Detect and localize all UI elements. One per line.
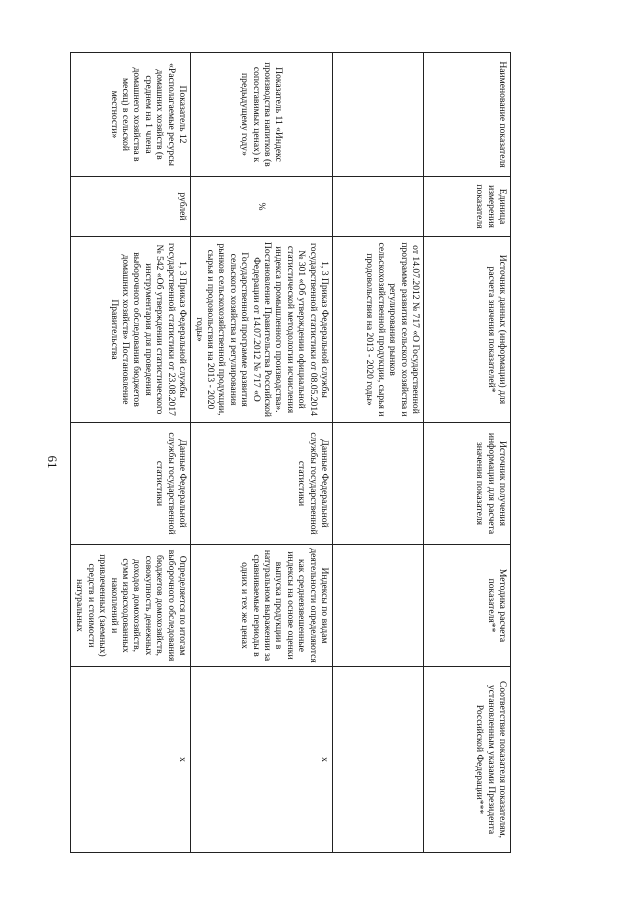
indicator-name-cell: Показатель 11 «Индекс производства напитков (в сопоставимых ценах) к предыдущему году» [191, 53, 333, 177]
header-cell: Источник данных (информации) для расчета значения показателей* [424, 237, 511, 423]
header-cell: Наименование показателя [424, 53, 511, 177]
page-number: 61 [45, 455, 60, 469]
indicators-table [70, 52, 511, 853]
data-source-cell: 1, 3 Приказ Федеральной службы государственной статистики от 23.08.2017 № 542 «Об утверждении статистического инструментария для проведения выборочного обследования бюджетов домашних хозяйств» Постановление Правительства [71, 237, 191, 423]
info-origin-cell: Данные Федеральной службы государственной статистики [71, 423, 191, 545]
indicator-name-cell: Показатель 12 «Располагаемые ресурсы домашних хозяйств (в среднем на 1 члена домашнего хозяйства в месяц) в сельской местности» [71, 53, 191, 177]
header-cell: Методика расчета показателя** [424, 545, 511, 667]
info-origin-cell [333, 423, 424, 545]
decree-match-cell: x [71, 667, 191, 853]
method-cell: Определяется по итогам выборочного обследования бюджетов домохозяйств, совокупность денежных доходов домохозяйств, сумм израсходованных накоплений и привлеченных (заемных) средств и стоимости натуральных [71, 545, 191, 667]
indicator-name-cell [333, 53, 424, 177]
decree-match-cell: x [191, 667, 333, 853]
table-row [333, 53, 424, 853]
rotated-table-container [74, 52, 511, 852]
data-source-cell: от 14.07.2012 № 717 «О Государственной программе развития сельского хозяйства и регулирования рынков сельскохозяйственной продукции, сырья и продовольствия на 2013 - 2020 годы» [333, 237, 424, 423]
unit-cell [333, 177, 424, 237]
header-cell: Источник получения информации для расчета значения показателя [424, 423, 511, 545]
header-cell: Единица измерения показателя [424, 177, 511, 237]
method-cell [333, 545, 424, 667]
header-row [424, 53, 511, 853]
header-cell: Соответствие показателя показателям, установленным указами Президента Российской Федерации*** [424, 667, 511, 853]
table-row [71, 53, 191, 853]
method-cell: Индексы по видам деятельности определяются как средневзвешенные индексы на основе оценки выпуска продукции в натуральном выражении за сравниваемые периоды в одних и тех же ценах [191, 545, 333, 667]
unit-cell: рублей [71, 177, 191, 237]
unit-cell: % [191, 177, 333, 237]
table-row [191, 53, 333, 853]
data-source-cell: 1, 3 Приказ Федеральной службы государственной статистики от 08.05.2014 № 301 «Об утверждении официальной статистической методологии исчисления индекса промышленного производства». Постановление Правительства Российской Федерации от 14.07.2012 № 717 «О Государственной программе развития сельского хозяйства и регулирования рынков сельскохозяйственной продукции, сырья и продовольствия на 2013 - 2020 годы» [191, 237, 333, 423]
info-origin-cell: Данные Федеральной службы государственной статистики [191, 423, 333, 545]
decree-match-cell [333, 667, 424, 853]
